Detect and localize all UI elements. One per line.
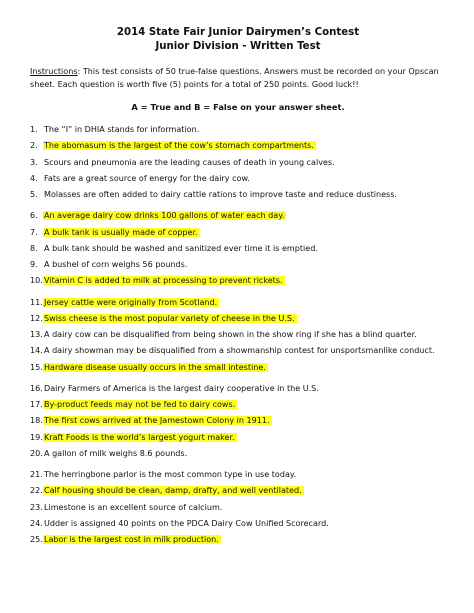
question-text: A dairy cow can be disqualified from being shown in the show ring if she has a blind quarter. <box>44 330 417 339</box>
question-item <box>30 532 446 548</box>
question-number: 3. <box>30 157 38 167</box>
question-number: 10. <box>30 276 43 286</box>
question-number: 11. <box>30 297 43 307</box>
question-number: 8. <box>30 243 38 253</box>
highlighted-question-text: Kraft Foods is the world’s largest yogurt maker. <box>44 432 235 442</box>
question-item <box>30 413 446 429</box>
question-item <box>30 225 446 241</box>
highlighted-question-text: An average dairy cow drinks 100 gallons of water each day. <box>44 211 285 221</box>
question-item <box>30 446 446 462</box>
question-number: 21. <box>30 470 43 479</box>
question-text: Limestone is an excellent source of calcium. <box>44 502 223 512</box>
question-text: Molasses are often added to dairy cattle rations to improve taste and reduce dustiness. <box>44 190 397 199</box>
question-item <box>30 327 446 343</box>
question-item <box>30 138 446 154</box>
question-number: 24. <box>30 518 43 528</box>
title-line-2: Junior Division - Written Test <box>155 41 321 52</box>
question-item <box>30 171 446 187</box>
question-item <box>30 311 446 327</box>
question-item <box>30 397 446 413</box>
question-text: A bushel of corn weighs 56 pounds. <box>44 260 188 269</box>
question-item <box>30 208 446 224</box>
question-item <box>30 187 446 203</box>
question-number: 25. <box>30 535 43 544</box>
highlighted-question-text: Vitamin C is added to milk at processing to prevent rickets. <box>44 276 283 286</box>
instructions-paragraph <box>30 65 446 91</box>
instructions-text: : This test consists of 50 true-false questions. Answers must be recorded on your Opscan sheet. Each question is worth five (5) points for a total of 250 points. Good luck!! <box>30 66 439 89</box>
question-item <box>30 343 446 359</box>
question-number: 9. <box>30 260 38 269</box>
question-group <box>30 122 446 203</box>
question-number: 16. <box>30 383 43 393</box>
highlighted-question-text: Labor is the largest cost in milk production. <box>44 535 219 544</box>
instructions-label: Instructions <box>30 66 78 76</box>
question-number: 14. <box>30 346 43 356</box>
question-number: 20. <box>30 448 43 458</box>
answer-key: A = True and B = False on your answer sheet. <box>131 102 345 112</box>
question-number: 2. <box>30 141 38 151</box>
question-number: 19. <box>30 432 43 442</box>
question-item <box>30 273 446 289</box>
question-number: 18. <box>30 416 43 426</box>
question-item <box>30 516 446 532</box>
question-list <box>30 122 446 548</box>
highlighted-question-text: By-product feeds may not be fed to dairy cows. <box>44 400 236 409</box>
question-text: A dairy showman may be disqualified from a showmanship contest for unsportsmanlike conduct. <box>44 346 435 356</box>
question-number: 4. <box>30 173 38 183</box>
question-number: 7. <box>30 227 38 237</box>
question-number: 17. <box>30 400 43 409</box>
question-item <box>30 430 446 446</box>
highlighted-question-text: Calf housing should be clean, damp, drafty, and well ventilated. <box>44 486 302 496</box>
question-item <box>30 155 446 171</box>
question-item <box>30 122 446 138</box>
question-group <box>30 381 446 462</box>
question-number: 1. <box>30 125 38 134</box>
question-text: The “I” in DHIA stands for information. <box>44 125 200 134</box>
question-number: 5. <box>30 190 38 199</box>
highlighted-question-text: A bulk tank is usually made of copper. <box>44 227 198 237</box>
highlighted-question-text: The abomasum is the largest of the cow’s stomach compartments. <box>44 141 314 151</box>
question-group <box>30 208 446 289</box>
question-item <box>30 483 446 499</box>
question-item <box>30 295 446 311</box>
question-item <box>30 360 446 376</box>
question-number: 15. <box>30 362 43 372</box>
question-number: 12. <box>30 313 43 323</box>
question-item <box>30 381 446 397</box>
question-number: 6. <box>30 211 38 221</box>
question-group <box>30 295 446 376</box>
question-item <box>30 500 446 516</box>
question-number: 13. <box>30 330 43 339</box>
title-line-1: 2014 State Fair Junior Dairymen’s Contest <box>116 27 360 38</box>
question-text: Udder is assigned 40 points on the PDCA Dairy Cow Unified Scorecard. <box>44 518 329 528</box>
question-group <box>30 467 446 548</box>
question-number: 22. <box>30 486 43 496</box>
highlighted-question-text: Hardware disease usually occurs in the small intestine. <box>44 362 266 372</box>
question-text: A gallon of milk weighs 8.6 pounds. <box>44 448 188 458</box>
question-text: Dairy Farmers of America is the largest dairy cooperative in the U.S. <box>44 383 319 393</box>
highlighted-question-text: Swiss cheese is the most popular variety of cheese in the U.S. <box>44 313 295 323</box>
question-text: Scours and pneumonia are the leading causes of death in young calves. <box>44 157 335 167</box>
question-item <box>30 467 446 483</box>
question-text: The herringbone parlor is the most common type in use today. <box>44 470 297 479</box>
question-item <box>30 241 446 257</box>
question-item <box>30 257 446 273</box>
highlighted-question-text: Jersey cattle were originally from Scotland. <box>44 297 218 307</box>
question-number: 23. <box>30 502 43 512</box>
question-text: Fats are a great source of energy for the dairy cow. <box>44 173 250 183</box>
question-text: A bulk tank should be washed and sanitized ever time it is emptied. <box>44 243 318 253</box>
highlighted-question-text: The first cows arrived at the Jamestown Colony in 1911. <box>44 416 270 426</box>
